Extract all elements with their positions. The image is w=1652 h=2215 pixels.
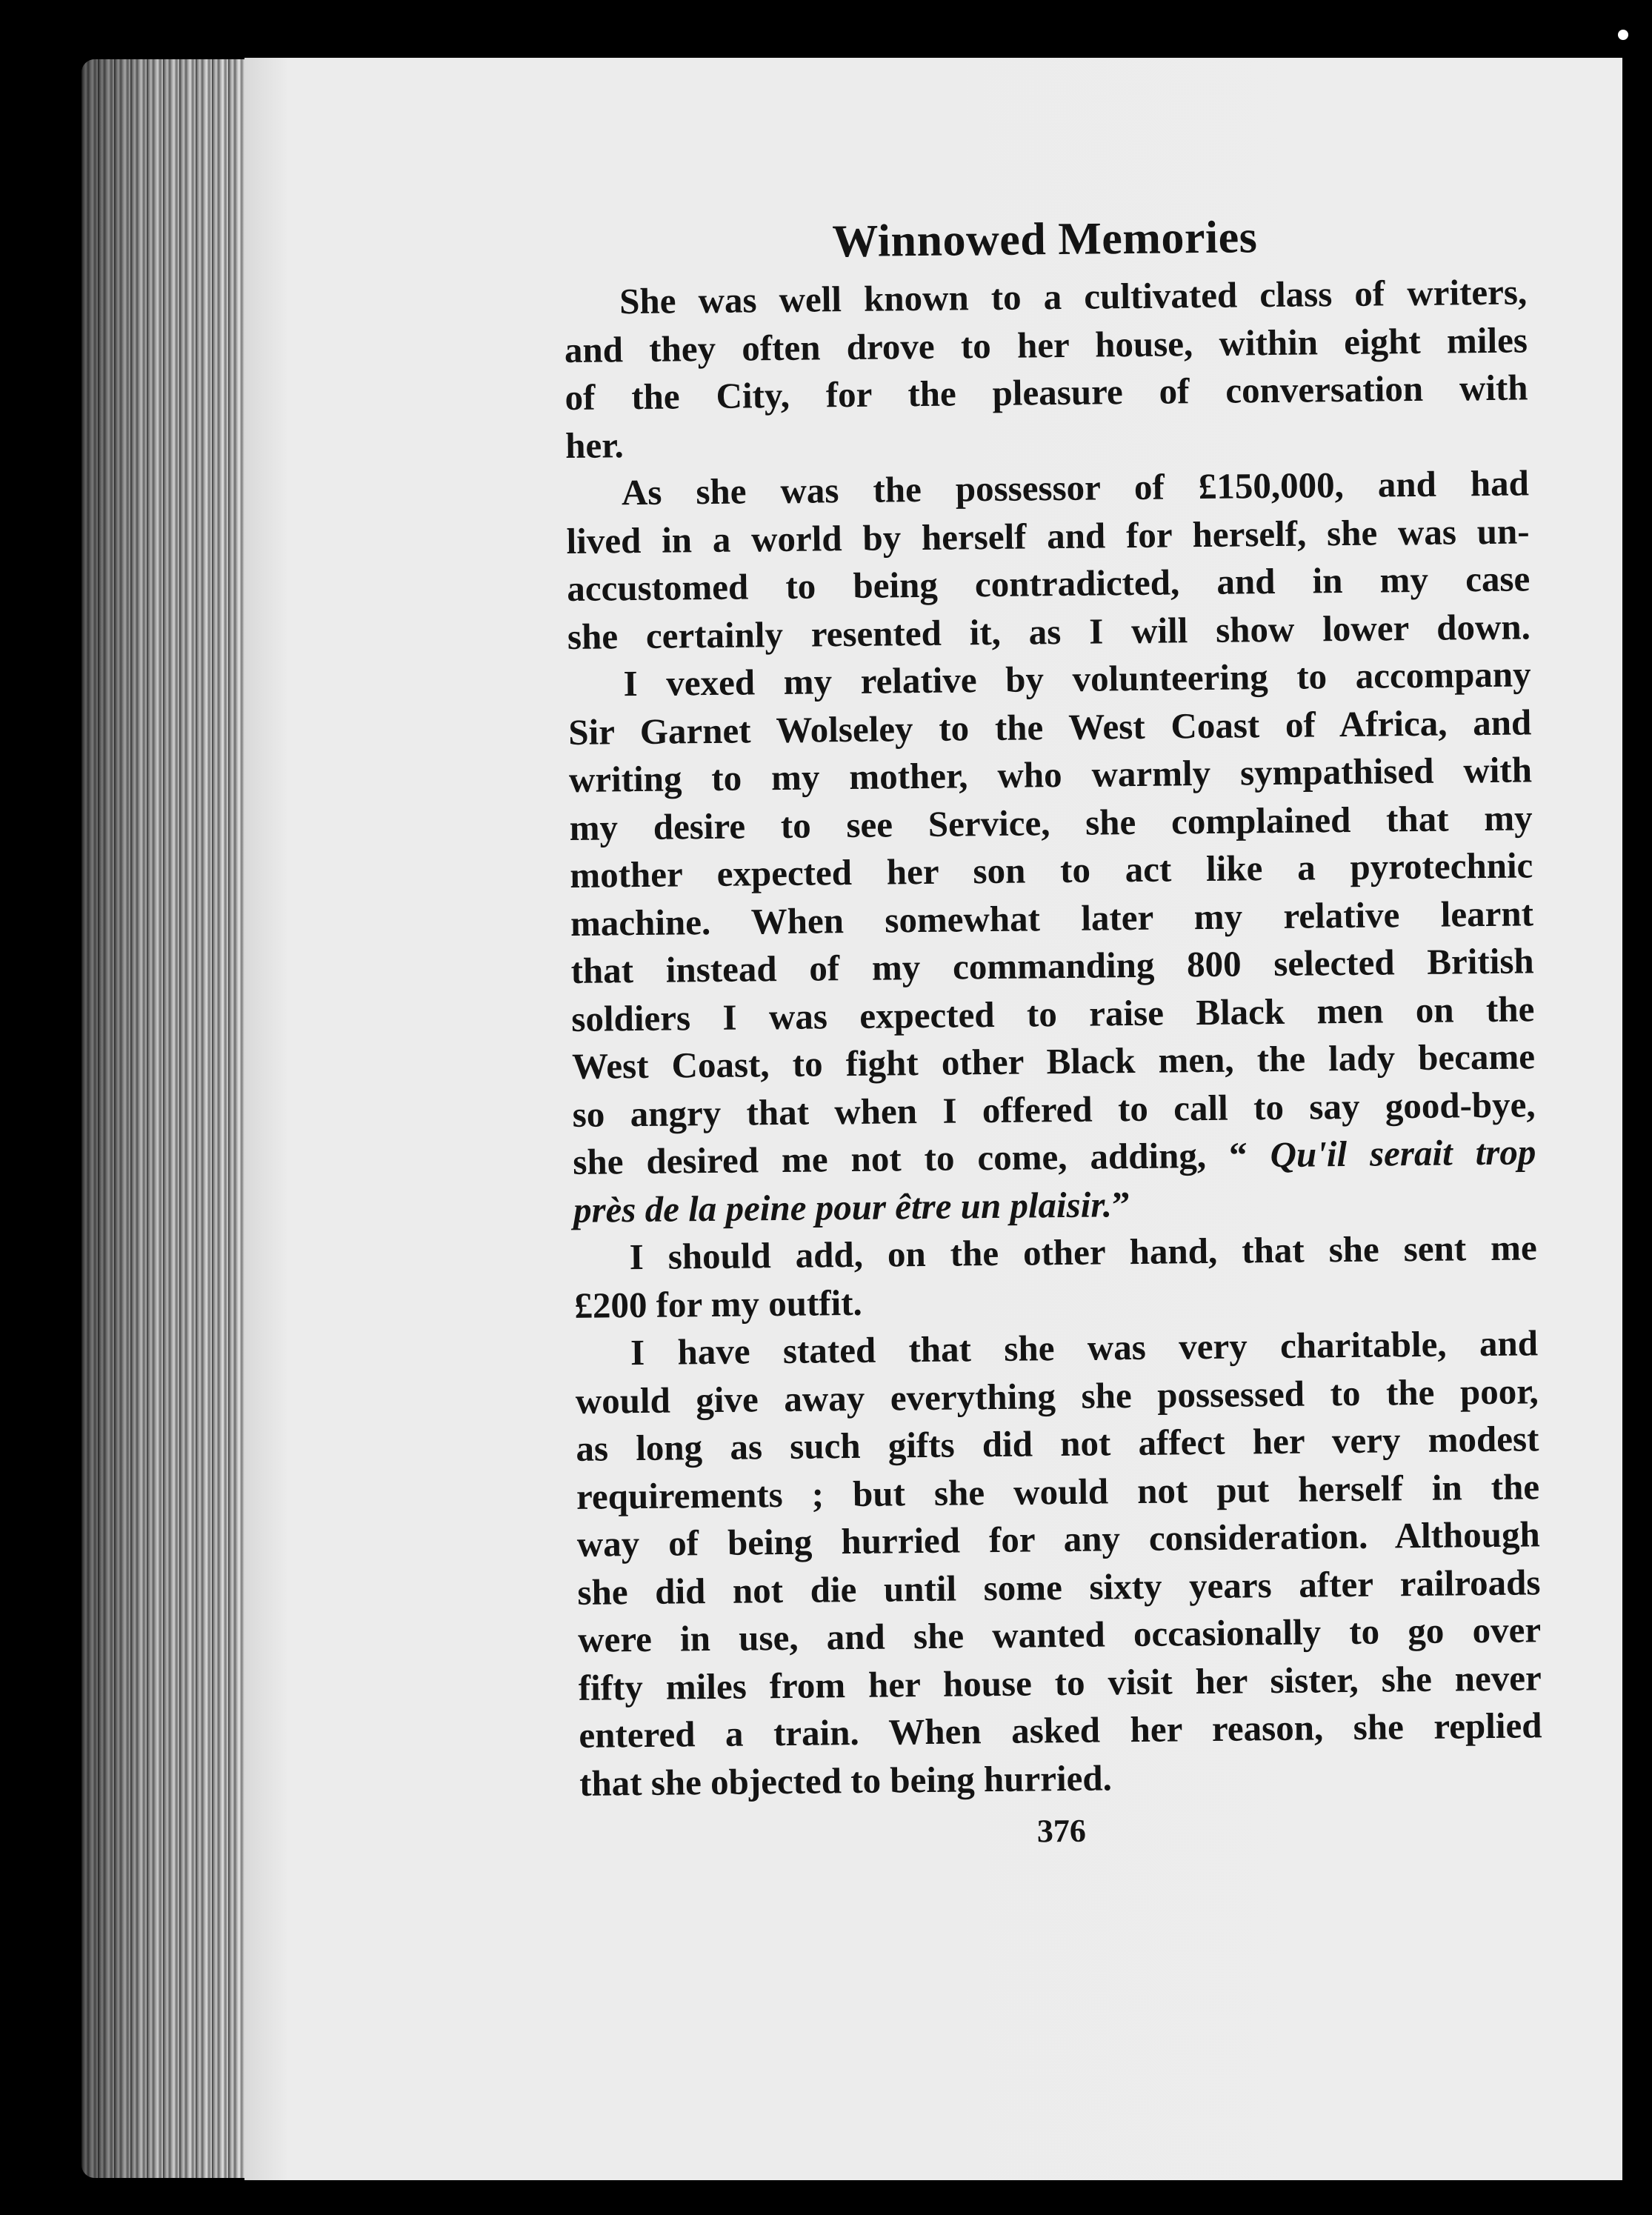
- text-line: I should add, on the other hand, that she sent me: [629, 1227, 1537, 1278]
- text-line: fifty miles from her house to visit her sister, she never: [578, 1656, 1542, 1708]
- text-line: £200 for my outfit.: [574, 1282, 863, 1326]
- paragraph-3: [567, 650, 1536, 1234]
- page-text-block: [563, 204, 1543, 1862]
- text-line: requirements ; but she would not put herself in the: [576, 1465, 1540, 1517]
- text-line: As she was the possessor of £150,000, and had: [621, 462, 1530, 513]
- text-line: soldiers I was expected to raise Black men on the: [571, 987, 1535, 1039]
- paragraph-5: [575, 1319, 1543, 1808]
- text-line: mother expected her son to act like a pyrotechnic: [570, 845, 1533, 896]
- closing-quote: ”: [1111, 1183, 1130, 1225]
- text-line: so angry that when I offered to call to say good-bye,: [572, 1083, 1536, 1135]
- page-number: 376: [1036, 1812, 1087, 1850]
- paragraph-4: [573, 1224, 1537, 1330]
- text-line: writing to my mother, who warmly sympathised with: [568, 749, 1533, 800]
- text-line: She was well known to a cultivated class of writers,: [619, 271, 1528, 322]
- running-head: Winnowed Memories: [832, 212, 1258, 267]
- text-line: I have stated that she was very charitable, and: [630, 1322, 1539, 1373]
- scan-speck: [1618, 30, 1628, 40]
- text-line: entered a train. When asked her reason, she replied: [579, 1705, 1542, 1756]
- french-quote-part-1: Qu'il serait trop: [1270, 1131, 1536, 1176]
- french-quote-part-2: près de la peine pour être un plaisir.: [573, 1183, 1113, 1230]
- text-line: that she objected to being hurried.: [579, 1756, 1113, 1804]
- text-line-with-quote: [573, 1128, 1536, 1186]
- text-line: she did not die until some sixty years after railroads: [577, 1561, 1541, 1613]
- text-line: she certainly resented it, as I will show lower down.: [567, 605, 1531, 657]
- page-edges-shadow: [81, 59, 259, 2178]
- text-line: were in use, and she wanted occasionally to go over: [577, 1609, 1542, 1660]
- text-line: accustomed to being contradicted, and in my case: [566, 558, 1531, 609]
- paragraph-2: [566, 459, 1531, 661]
- text-line: that instead of my commanding 800 selected British: [570, 940, 1534, 991]
- text-line: lived in a world by herself and for herself, she was un-: [566, 510, 1530, 562]
- text-line: way of being hurried for any consideration. Although: [576, 1513, 1541, 1565]
- text-line: West Coast, to fight other Black men, the lady became: [571, 1036, 1536, 1087]
- text-line: of the City, for the pleasure of conversation with: [564, 367, 1528, 418]
- text-line: machine. When somewhat later my relative learnt: [570, 892, 1534, 944]
- text-line: my desire to see Service, she complained that my: [569, 796, 1533, 848]
- text-line: her.: [564, 424, 625, 466]
- quote-lead: she desired me not to come, adding, “: [573, 1134, 1270, 1182]
- text-line: Sir Garnet Wolseley to the West Coast of Africa, and: [568, 701, 1532, 753]
- text-line: I vexed my relative by volunteering to accompany: [623, 653, 1531, 705]
- text-line: as long as such gifts did not affect her very modest: [576, 1418, 1539, 1469]
- text-line: and they often drove to her house, within eight miles: [564, 319, 1528, 370]
- paragraph-1: [564, 268, 1529, 470]
- text-line: would give away everything she possessed to the poor,: [575, 1370, 1539, 1422]
